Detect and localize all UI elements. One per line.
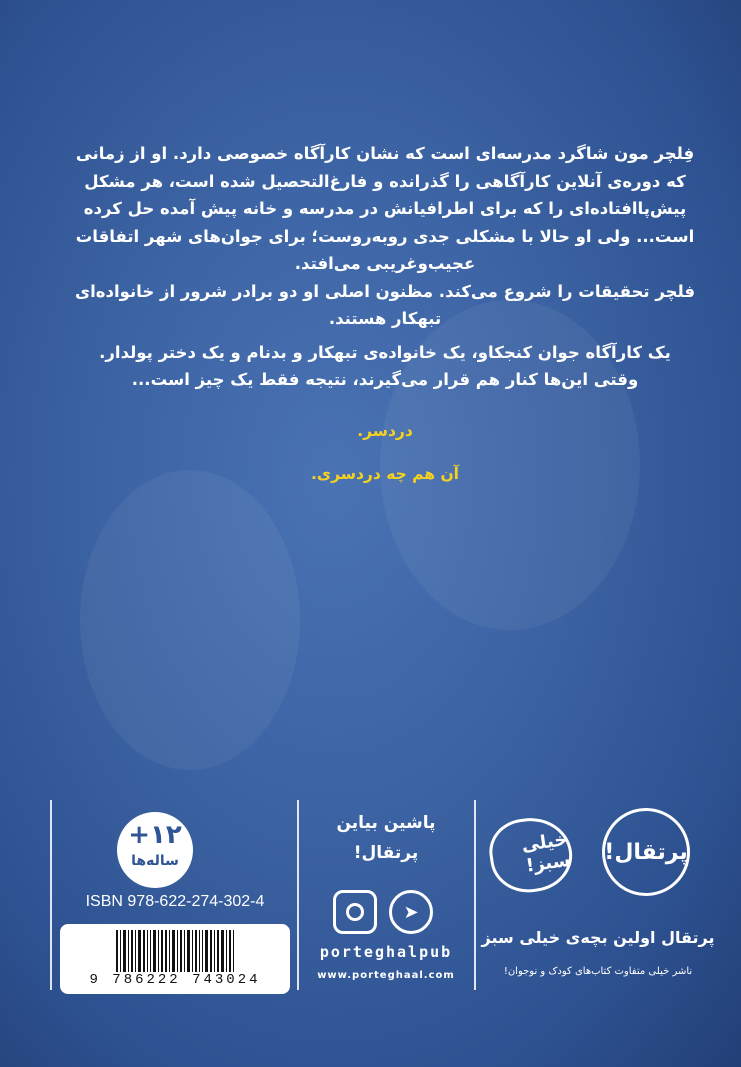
instagram-icon[interactable] bbox=[333, 890, 377, 934]
barcode bbox=[60, 924, 290, 994]
divider bbox=[50, 800, 52, 990]
divider bbox=[474, 800, 476, 990]
publisher-logo: پرتقال! bbox=[602, 808, 690, 896]
barcode-bars bbox=[70, 930, 280, 972]
background-photo-figure bbox=[80, 470, 300, 770]
blurb-text bbox=[60, 140, 710, 489]
highlight-line: آن هم چه دردسری. bbox=[310, 465, 459, 483]
website-link[interactable]: www.porteghaal.com bbox=[317, 970, 455, 981]
blurb-line: پیش‌پاافتاده‌ای را که برای اطرافیانش در مدرسه و خانه پیش آمده حل کرده bbox=[83, 199, 687, 218]
publisher-tagline: پرتقال اولین بچه‌ی خیلی سبز bbox=[481, 928, 715, 947]
social-handle[interactable]: porteghalpub bbox=[319, 943, 453, 961]
barcode-number: 9 786222 743024 bbox=[89, 972, 261, 988]
age-badge bbox=[117, 812, 193, 888]
highlight-line: دردسر. bbox=[357, 421, 413, 440]
blurb-line: یک کارآگاه جوان کنجکاو، یک خانواده‌ی تبهکار و بدنام و یک دختر پولدار. bbox=[99, 342, 671, 362]
publisher-slogan: ناشر خیلی متفاوت کتاب‌های کودک و نوجوان! bbox=[503, 966, 693, 977]
blurb-line: تبهکار هستند. bbox=[328, 309, 442, 328]
sub-brand-logo: خیلی سبز! bbox=[485, 813, 577, 898]
blurb-line: است... ولی او حالا با مشکلی جدی روبه‌روست؛ برای جوان‌های شهر اتفاقات bbox=[75, 226, 695, 246]
isbn: ISBN 978-622-274-302-4 bbox=[85, 893, 265, 910]
social-heading: پرتقال! bbox=[353, 843, 419, 863]
blurb-line: فلچر تحقیقات را شروع می‌کند. مظنون اصلی او دو برادر شرور از خانواده‌ای bbox=[74, 281, 696, 301]
blurb-line: فِلچر مون شاگرد مدرسه‌ای است که نشان کارآگاه خصوصی دارد. او از زمانی bbox=[75, 144, 695, 163]
blurb-line: وقتی این‌ها کنار هم قرار می‌گیرند، نتیجه فقط یک چیز است... bbox=[131, 370, 639, 389]
telegram-icon[interactable]: ➤ bbox=[389, 890, 433, 934]
social-heading: پاشین بیاین bbox=[336, 813, 436, 833]
blurb-line: که دوره‌ی آنلاین کارآگاهی را گذرانده و فارغ‌التحصیل شده است، هر مشکل bbox=[84, 171, 686, 191]
age-number: +۱۲ bbox=[128, 820, 182, 850]
age-label: ساله‌ها bbox=[131, 853, 179, 869]
blurb-line: عجیب‌وغریبی می‌افتد. bbox=[294, 254, 476, 273]
divider bbox=[297, 800, 299, 990]
